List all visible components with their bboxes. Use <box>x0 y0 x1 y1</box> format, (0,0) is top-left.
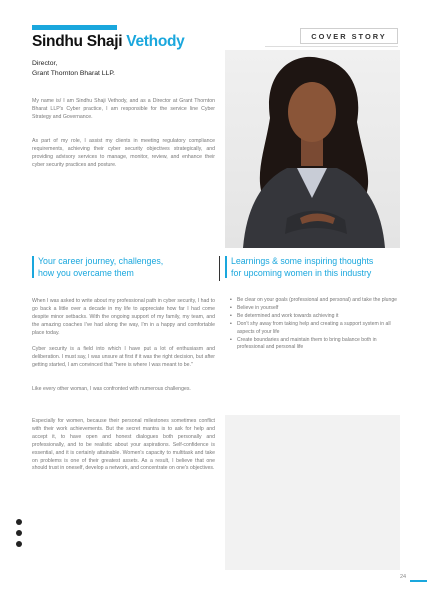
tips-list <box>230 297 400 352</box>
left-paragraph <box>32 386 215 394</box>
list-item: • Create boundaries and maintain them to bring balance both in professional and personal life <box>230 337 400 352</box>
decorative-dot <box>16 530 22 536</box>
section-label-box <box>300 28 398 44</box>
list-item: • Be clear on your goals (professional and personal) and take the plunge <box>230 297 400 305</box>
column-divider <box>219 256 220 281</box>
right-heading <box>231 255 373 279</box>
portrait-illustration <box>225 50 400 248</box>
left-paragraph <box>32 346 215 370</box>
right-heading-line2: for upcoming women in this industry <box>231 268 372 278</box>
page-number-bar <box>410 580 427 582</box>
right-heading-line1: Learnings & some inspiring thoughts <box>231 256 374 266</box>
left-paragraph-2: Cyber security is a field into which I have put a lot of enthusiasm and deliberation. I must say, I was unsure at first if it was the right decision, but after getting started, I am convinced that "here is where I was meant to be." <box>32 346 215 368</box>
accent-bar <box>32 25 117 30</box>
decorative-dot <box>16 541 22 547</box>
left-heading-bar <box>32 256 34 278</box>
left-heading <box>38 255 163 279</box>
bio-paragraph-1: My name is/ I am Sindhu Shaji Vethody, and as a Director at Grant Thornton Bharat LLP's Cyber practice, I am responsible for the service line Cyber Strategy and Governance. <box>32 98 215 120</box>
name-last: Vethody <box>126 33 185 50</box>
left-paragraph-1: When I was asked to write about my professional path in cyber security, I had to go back a little over a decade in my life to appreciate how far I had come despite minor setbacks. With the ongoing support of my family, my team, and the amazing coaches I've had along the way, I'm in a happy and comfortable place today. <box>32 298 215 336</box>
role-company: Grant Thornton Bharat LLP. <box>32 69 115 77</box>
portrait-photo <box>225 50 400 248</box>
list-item: • Don't shy away from taking help and creating a support system in all aspects of your life <box>230 321 400 336</box>
person-name <box>32 33 184 51</box>
section-label: COVER STORY <box>311 32 387 41</box>
role-title: Director, <box>32 60 58 67</box>
list-item: • Be determined and work towards achieving it <box>230 313 400 321</box>
left-paragraph-4: Especially for women, because their personal milestones sometimes conflict with their work achievements. But the secret mantra is to ask for help and accept it, to have open and honest dialogues both personally and professionally, and to be realistic about your aspirations. Self-confidence is essential, and it is certainly attainable. Women's capacity to multitask and take on problems is one of their greatest assets. As a result, I believe that one should trust in oneself, develop a network, and concentrate on one's objectives. <box>32 418 215 472</box>
gray-panel <box>225 415 400 570</box>
bio-paragraph-2: As part of my role, I assist my clients in meeting regulatory compliance requirements, achieving their cyber security objectives strategically, and providing advisory services to manage, monitor, review, and enhance their cyber security practices and posture. <box>32 138 215 168</box>
left-heading-line2: how you overcame them <box>38 268 134 278</box>
decorative-dot <box>16 519 22 525</box>
list-item: • Believe in yourself <box>230 305 400 313</box>
name-first: Sindhu Shaji <box>32 33 123 50</box>
right-heading-bar <box>225 256 227 278</box>
header-rule <box>265 46 398 47</box>
left-paragraph <box>32 298 215 338</box>
left-paragraph <box>32 418 215 473</box>
person-role <box>32 59 115 78</box>
left-paragraph-3: Like every other woman, I was confronted with numerous challenges. <box>32 386 191 392</box>
left-heading-line1: Your career journey, challenges, <box>38 256 164 266</box>
page-number: 24 <box>400 574 407 580</box>
